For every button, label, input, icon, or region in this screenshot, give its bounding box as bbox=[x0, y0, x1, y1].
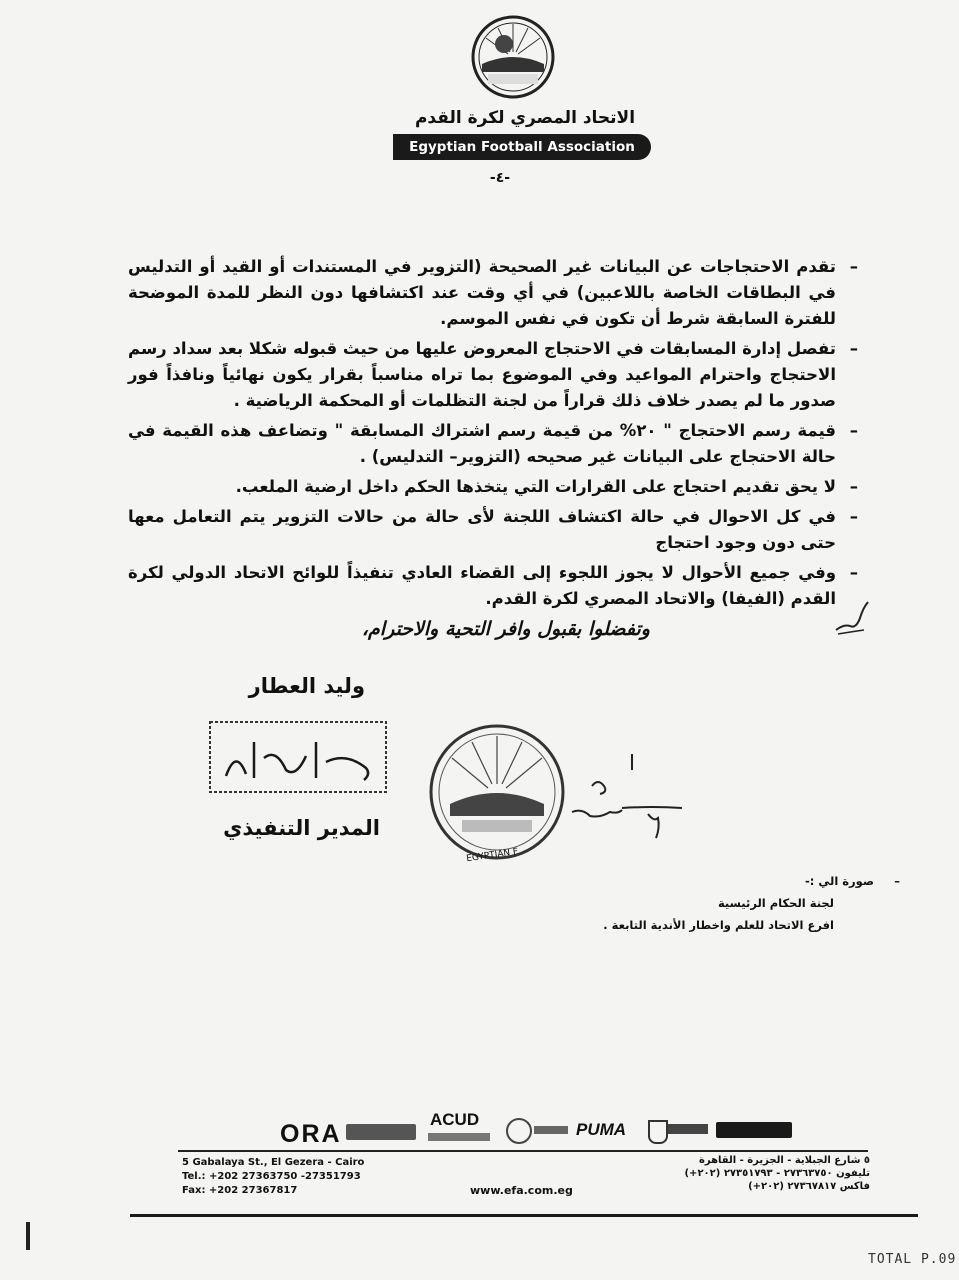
ministry-shield-icon bbox=[648, 1120, 668, 1144]
handwritten-signature-box bbox=[206, 718, 390, 796]
signer-name: وليد العطار bbox=[248, 674, 365, 698]
closing-salutation: وتفضلوا بقبول وافر التحية والاحترام، bbox=[361, 618, 650, 640]
footer-website: www.efa.com.eg bbox=[470, 1184, 573, 1197]
list-item: – وفي جميع الأحوال لا يجوز اللجوء إلى القضاء العادي تنفيذاً للوائح الاتحاد الدولي لكرة القدم (الفيفا) والاتحاد المصري لكرة القدم. bbox=[128, 560, 858, 612]
efa-logo bbox=[468, 12, 558, 102]
sponsor-logo bbox=[668, 1124, 708, 1134]
stamp-text: EGYPTIAN F bbox=[465, 847, 519, 865]
signer-title: المدير التنفيذي bbox=[223, 816, 380, 840]
list-item: – تقدم الاحتجاجات عن البيانات غير الصحيحة (التزوير في المستندات أو القيد أو التدليس في البطاقات الخاصة باللاعبين) في أي وقت عند اكتشافها دون النظر للمدة الموضحة للفترة السابقة شرط أن تكون في نفس الموسم. bbox=[128, 254, 858, 332]
scan-margin-mark bbox=[26, 1222, 30, 1250]
page-number: -٤- bbox=[489, 170, 511, 186]
sponsor-acud-tagline bbox=[428, 1133, 490, 1141]
footer-tel: Tel.: +202 27363750 -27351793 bbox=[182, 1171, 361, 1182]
list-item: – لا يحق تقديم احتجاج على القرارات التي يتخذها الحكم داخل ارضية الملعب. bbox=[128, 474, 858, 500]
cc-recipient: لجنة الحكام الرئيسية bbox=[717, 896, 834, 910]
fax-total-pages: TOTAL P.09 bbox=[868, 1252, 957, 1267]
footer-address-ar: ٥ شارع الجبلاية - الجزيرة - القاهرة bbox=[698, 1155, 870, 1166]
cc-recipient: افرع الاتحاد للعلم واخطار الأندية التابعة . bbox=[603, 918, 834, 932]
sponsor-logo bbox=[506, 1118, 532, 1144]
cc-label: – صورة الي :- bbox=[805, 874, 900, 888]
sponsor-puma-logo: PUMA bbox=[576, 1120, 627, 1139]
list-item: – تفصل إدارة المسابقات في الاحتجاج المعروض عليها من حيث قبوله شكلا بعد سداد رسم الاحتجاج واحترام المواعيد وفي الموضوع بما تراه مناسباً بقرار يكون نهائياً ونافذاً فور صدور ما لم يصدر خلاف ذلك قراراً من لجنة التظلمات أو المحكمة الرياضية . bbox=[128, 336, 858, 414]
sponsor-strip bbox=[268, 1108, 828, 1148]
footer-tel-ar: تليفون ٢٧٣٦٣٧٥٠ - ٢٧٣٥١٧٩٣ (٢٠٢+) bbox=[684, 1168, 870, 1179]
regulation-list bbox=[128, 254, 858, 616]
footer-fax: Fax: +202 27367817 bbox=[182, 1185, 298, 1196]
signature-scribble bbox=[562, 748, 692, 844]
footer-divider bbox=[178, 1150, 868, 1152]
footer-address: 5 Gabalaya St., El Gezera - Cairo bbox=[182, 1157, 365, 1168]
footer-contact-arabic bbox=[640, 1154, 870, 1193]
footer-fax-ar: فاكس ٢٧٣٦٧٨١٧ (٢٠٢+) bbox=[748, 1181, 870, 1192]
footer-contact-english bbox=[182, 1156, 364, 1198]
sponsor-logo bbox=[716, 1122, 792, 1138]
sponsor-ora-logo: ORA bbox=[280, 1120, 342, 1148]
org-name-arabic: الاتحاد المصري لكرة القدم bbox=[414, 108, 636, 128]
sponsor-logo bbox=[346, 1124, 416, 1140]
org-name-english: Egyptian Football Association bbox=[393, 134, 651, 160]
list-item: – في كل الاحوال في حالة اكتشاف اللجنة لأى حالة من حالات التزوير يتم التعامل معها حتى دون وجود احتجاج bbox=[128, 504, 858, 556]
sponsor-acud-logo: ACUD bbox=[430, 1110, 480, 1129]
footer-divider bbox=[130, 1214, 918, 1217]
sponsor-logo bbox=[534, 1126, 568, 1134]
margin-initials-mark bbox=[830, 596, 874, 640]
list-item: – قيمة رسم الاحتجاج " ٢٠% من قيمة رسم اشتراك المسابقة " وتضاعف هذه القيمة في حالة الاحتجاج على البيانات غير صحيحه (التزوير– التدليس) . bbox=[128, 418, 858, 470]
